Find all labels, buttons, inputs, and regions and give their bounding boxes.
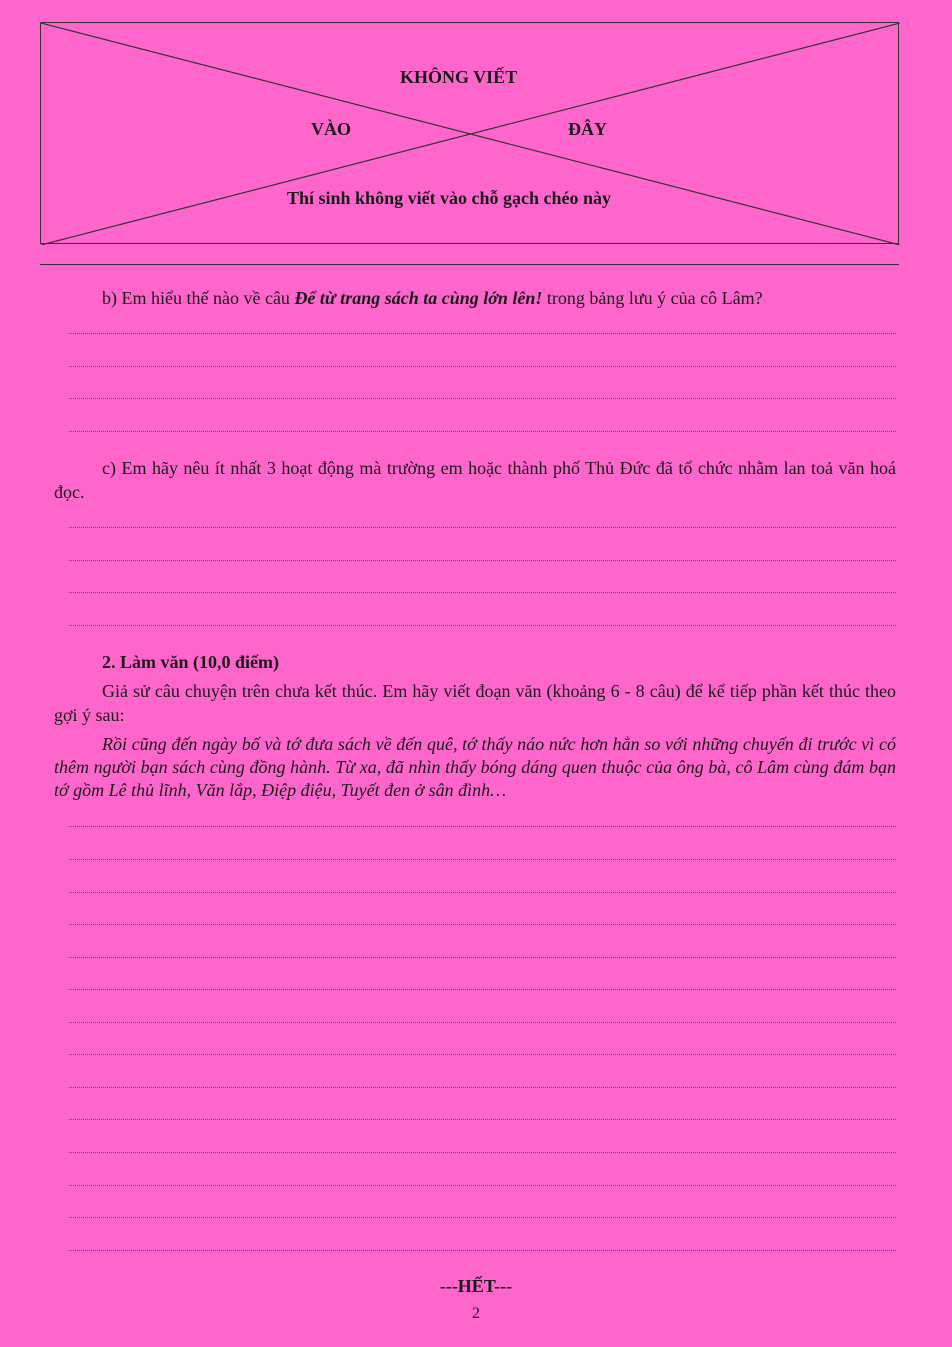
- answer-line[interactable]: [69, 1152, 896, 1153]
- question-b-prefix: b) Em hiểu thế nào về câu: [102, 288, 295, 308]
- answer-line[interactable]: [69, 625, 896, 626]
- answer-line[interactable]: [69, 989, 896, 990]
- answer-line[interactable]: [69, 1054, 896, 1055]
- answer-line[interactable]: [69, 1185, 896, 1186]
- cross-lines: [41, 23, 900, 245]
- answer-line[interactable]: [69, 333, 896, 334]
- answer-line[interactable]: [69, 1119, 896, 1120]
- no-write-right-label: ĐÂY: [568, 119, 607, 139]
- answer-line[interactable]: [69, 1250, 896, 1251]
- question-c: c) Em hãy nêu ít nhất 3 hoạt động mà trường em hoặc thành phố Thủ Đức đã tổ chức nhằm lan toả văn hoá đọc.: [54, 458, 896, 502]
- answer-line[interactable]: [69, 592, 896, 593]
- section-2-excerpt: Rồi cũng đến ngày bố và tớ đưa sách về đến quê, tớ thấy náo nức hơn hẳn so với những chuyến đi trước vì có thêm người bạn sách cùng đồng hành. Từ xa, đã nhìn thấy bóng dáng quen thuộc của ông bà, cô Lâm cùng đám bạn tớ gồm Lê thủ lĩnh, Văn lắp, Điệp điệu, Tuyết đen ở sân đình…: [54, 734, 896, 800]
- no-write-heading: KHÔNG VIẾT: [400, 67, 518, 87]
- section-2-prompt: Giả sử câu chuyện trên chưa kết thúc. Em hãy viết đoạn văn (khoảng 6 - 8 câu) để kể tiếp phần kết thúc theo gợi ý sau:: [54, 681, 896, 725]
- section-2-title: 2. Làm văn (10,0 điểm): [102, 652, 279, 672]
- answer-line[interactable]: [69, 527, 896, 528]
- answer-line[interactable]: [69, 560, 896, 561]
- answer-line[interactable]: [69, 366, 896, 367]
- answer-line[interactable]: [69, 859, 896, 860]
- answer-line[interactable]: [69, 1087, 896, 1088]
- page-number: 2: [472, 1305, 480, 1322]
- answer-line[interactable]: [69, 892, 896, 893]
- answer-line[interactable]: [69, 826, 896, 827]
- no-write-box: [40, 22, 899, 244]
- answer-line[interactable]: [69, 431, 896, 432]
- no-write-note: Thí sinh không viết vào chỗ gạch chéo này: [287, 188, 612, 208]
- answer-line[interactable]: [69, 1022, 896, 1023]
- answer-line[interactable]: [69, 924, 896, 925]
- separator-line: [40, 264, 899, 265]
- answer-line[interactable]: [69, 1217, 896, 1218]
- answer-line[interactable]: [69, 398, 896, 399]
- no-write-left-label: VÀO: [311, 119, 351, 139]
- question-b-suffix: trong bảng lưu ý của cô Lâm?: [542, 288, 763, 308]
- question-b-quote: Để từ trang sách ta cùng lớn lên!: [294, 288, 543, 308]
- question-b: [68, 286, 896, 310]
- answer-line[interactable]: [69, 957, 896, 958]
- end-mark: ---HẾT---: [439, 1276, 513, 1296]
